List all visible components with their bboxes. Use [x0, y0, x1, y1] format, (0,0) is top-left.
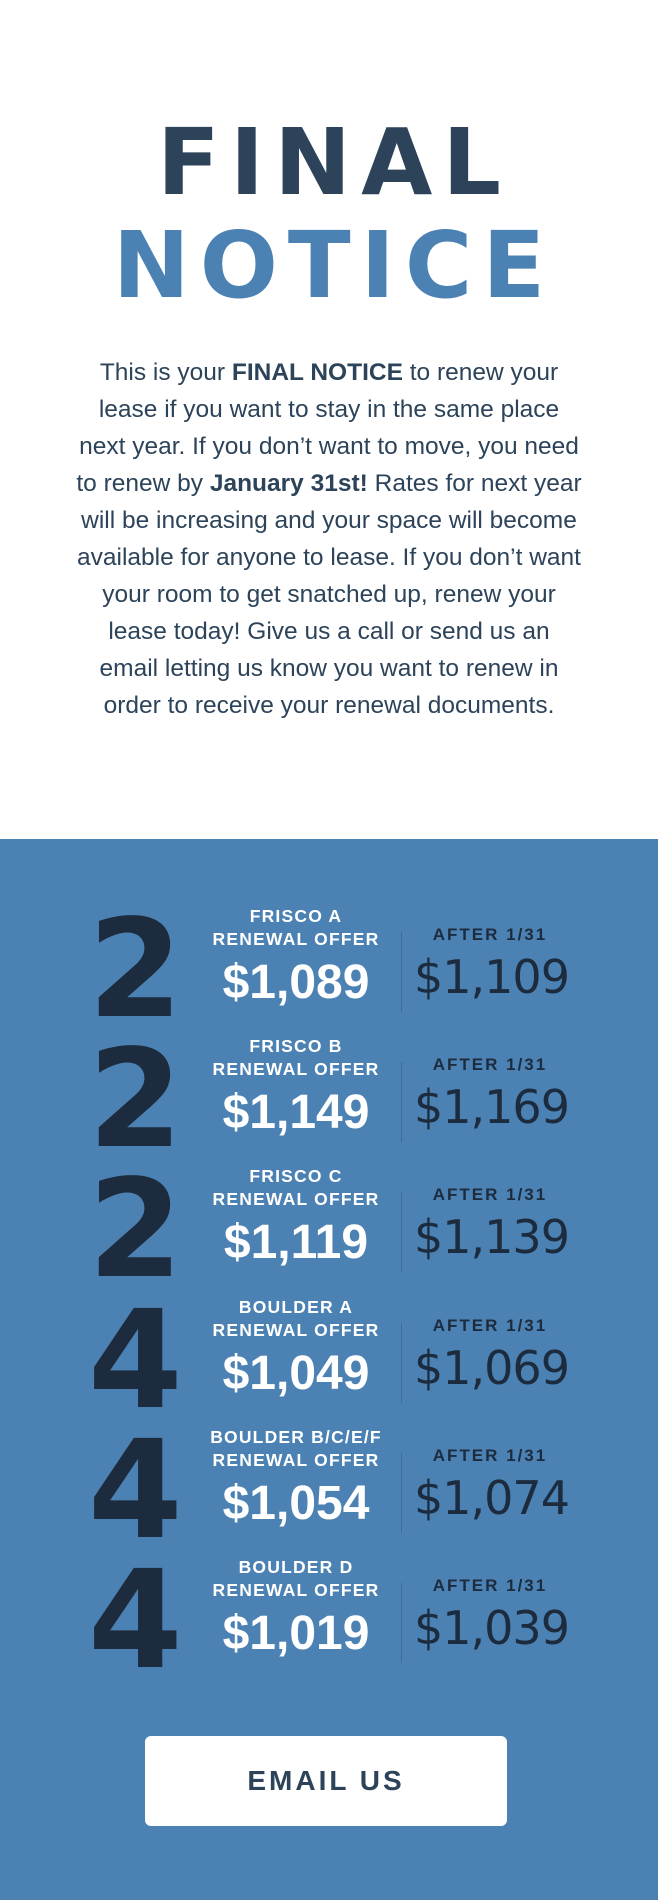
title-notice: NOTICE: [112, 212, 556, 319]
offer-price: $1,054: [222, 1477, 370, 1530]
offer-label: RENEWAL OFFER: [212, 1320, 380, 1340]
title-final: FINAL: [157, 109, 511, 216]
offer-price: $1,089: [222, 956, 370, 1009]
notice-header-section: [0, 0, 658, 839]
message-text-2: to renew your lease if you want to stay in the same place next year. If you don’t want to move, you need to renew by: [76, 359, 579, 497]
unit-name: FRISCO B: [249, 1036, 343, 1056]
bedroom-count: 2: [88, 891, 183, 1049]
after-deadline-details: [414, 924, 569, 1008]
offer-details: [196, 1556, 396, 1664]
divider: [401, 1192, 402, 1272]
offer-label: RENEWAL OFFER: [212, 1059, 380, 1079]
unit-name: BOULDER B/C/E/F: [210, 1427, 382, 1447]
bedroom-count: 2: [88, 1021, 183, 1179]
offer-label: RENEWAL OFFER: [212, 1450, 380, 1470]
divider: [401, 1453, 402, 1533]
message-text-1: This is your: [99, 359, 232, 386]
after-label: AFTER 1/31: [432, 1055, 548, 1074]
after-price: $1,069: [414, 1341, 569, 1395]
offer-details: [196, 905, 396, 1013]
after-label: AFTER 1/31: [432, 1185, 548, 1204]
after-deadline-details: [414, 1184, 569, 1268]
after-price: $1,139: [414, 1210, 569, 1264]
after-label: AFTER 1/31: [432, 1576, 548, 1595]
offer-details: [196, 1426, 396, 1534]
bedroom-count: 4: [88, 1412, 183, 1570]
offer-label: RENEWAL OFFER: [212, 929, 380, 949]
after-label: AFTER 1/31: [432, 1446, 548, 1465]
after-price: $1,074: [414, 1471, 569, 1525]
after-deadline-details: [414, 1445, 569, 1529]
after-price: $1,109: [414, 950, 569, 1004]
offer-details: [196, 1296, 396, 1404]
message-text-3: Rates for next year will be increasing and your space will become available for anyone to lease. If you don’t want your room to get snatched up, renew your lease today! Give us a call or send us an email letting us know you want to renew in order to receive your renewal documents.: [77, 470, 582, 719]
notice-message: [76, 354, 582, 724]
renewal-offers-section: [0, 839, 658, 1900]
bedroom-count: 4: [88, 1282, 183, 1440]
after-price: $1,039: [414, 1601, 569, 1655]
after-price: $1,169: [414, 1080, 569, 1134]
offer-row-boulder-d: [0, 1542, 658, 1700]
after-label: AFTER 1/31: [432, 1316, 548, 1335]
divider: [401, 1583, 402, 1663]
bedroom-count: 2: [88, 1151, 183, 1309]
after-label: AFTER 1/31: [432, 925, 548, 944]
divider: [401, 1062, 402, 1142]
offer-details: [196, 1165, 396, 1273]
after-deadline-details: [414, 1315, 569, 1399]
offer-label: RENEWAL OFFER: [212, 1580, 380, 1600]
unit-name: BOULDER A: [238, 1297, 354, 1317]
offer-price: $1,019: [222, 1607, 370, 1660]
unit-name: FRISCO A: [249, 906, 343, 926]
offer-price: $1,149: [222, 1086, 370, 1139]
after-deadline-details: [414, 1575, 569, 1659]
bedroom-count: 4: [88, 1542, 183, 1700]
email-us-button[interactable]: EMAIL US: [145, 1736, 507, 1826]
offer-price: $1,049: [222, 1347, 370, 1400]
offer-label: RENEWAL OFFER: [212, 1189, 380, 1209]
unit-name: FRISCO C: [249, 1166, 343, 1186]
message-bold-final-notice: FINAL NOTICE: [231, 359, 403, 386]
divider: [401, 1323, 402, 1403]
after-deadline-details: [414, 1054, 569, 1138]
message-bold-deadline: January 31st!: [209, 470, 368, 497]
divider: [401, 932, 402, 1012]
unit-name: BOULDER D: [238, 1557, 354, 1577]
offer-details: [196, 1035, 396, 1143]
offer-price: $1,119: [223, 1216, 369, 1269]
